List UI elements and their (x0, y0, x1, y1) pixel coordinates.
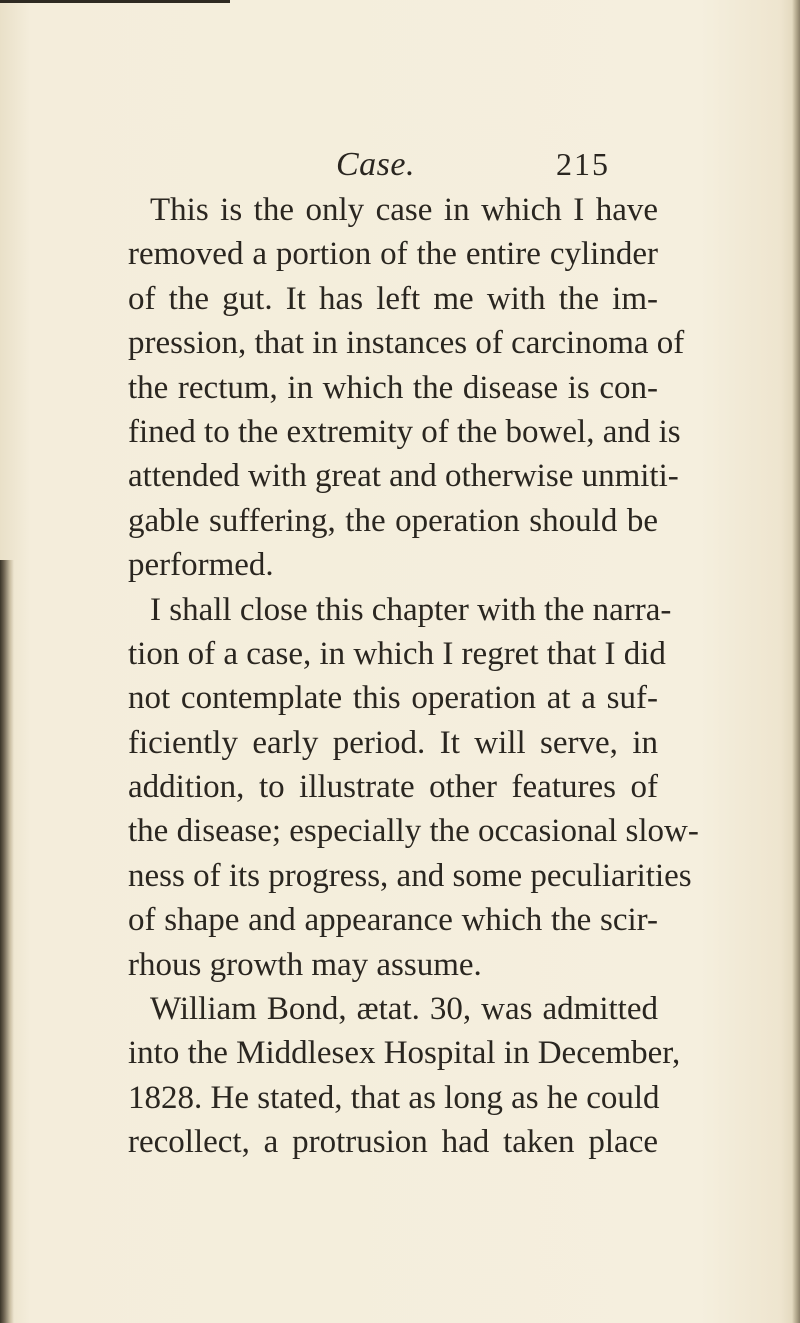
text-line: William Bond, ætat. 30, was admitted (150, 991, 658, 1028)
text-line: not contemplate this operation at a suf- (128, 680, 658, 717)
text-line: addition, to illustrate other features of (128, 769, 658, 806)
text-line: the rectum, in which the disease is con- (128, 369, 658, 406)
text-line: rhous growth may assume. (128, 946, 482, 983)
text-line: This is the only case in which I have (150, 192, 658, 228)
text-line: ness of its progress, and some peculiarities (128, 857, 692, 894)
text-line: performed. (128, 547, 274, 584)
text-line: tion of a case, in which I regret that I did (128, 635, 666, 672)
text-line: pression, that in instances of carcinoma of (128, 325, 685, 362)
body-text (128, 188, 699, 1165)
text-line: removed a portion of the entire cylinder (128, 236, 658, 273)
text-line: ficiently early period. It will serve, in (128, 724, 658, 761)
page-header (0, 146, 800, 186)
text-line: of shape and appearance which the scir- (128, 902, 658, 939)
text-line: attended with great and otherwise unmiti- (128, 458, 679, 495)
page-edge (792, 0, 800, 1323)
text-line: fined to the extremity of the bowel, and is (128, 413, 681, 450)
text-line: recollect, a protrusion had taken place (128, 1124, 658, 1161)
text-line: I shall close this chapter with the narra- (150, 591, 672, 628)
running-head: Case. (336, 146, 415, 183)
top-edge-shadow (0, 0, 230, 3)
text-line: the disease; especially the occasional slow- (128, 813, 699, 850)
text-line: into the Middlesex Hospital in December, (128, 1035, 681, 1072)
text-line: 1828. He stated, that as long as he could (128, 1079, 660, 1116)
text-line: of the gut. It has left me with the im- (128, 280, 658, 317)
binding-edge (0, 560, 14, 1323)
text-line: gable suffering, the operation should be (128, 502, 658, 539)
page-number: 215 (556, 146, 610, 182)
